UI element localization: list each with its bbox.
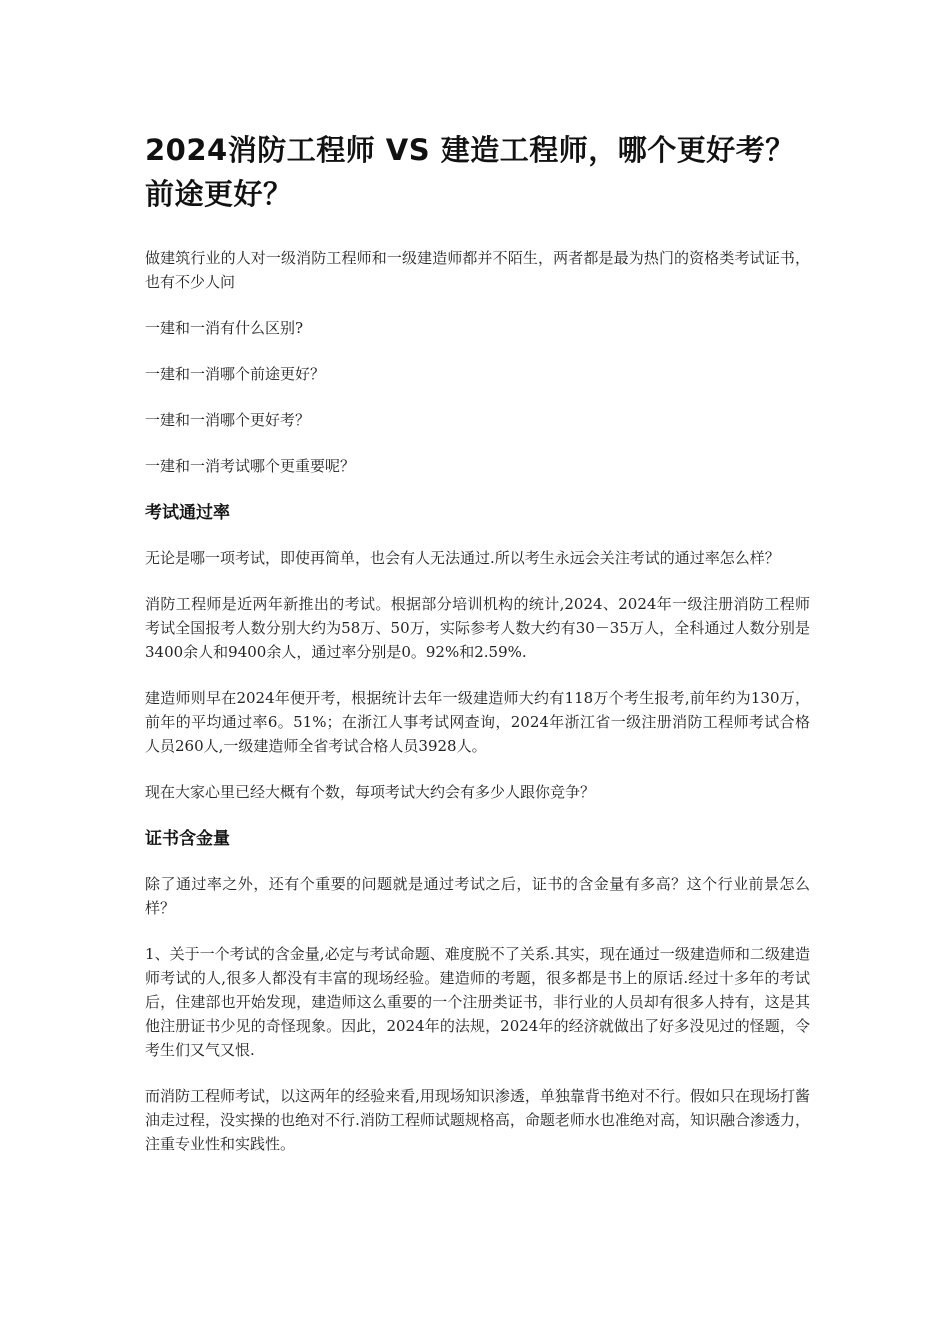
question-item: 一建和一消有什么区别? xyxy=(145,319,304,337)
pass-rate-paragraph: 现在大家心里已经大概有个数，每项考试大约会有多少人跟你竞争？ xyxy=(145,783,596,801)
certificate-value-paragraph: 而消防工程师考试，以这两年的经验来看,用现场知识渗透，单独靠背书绝对不行。假如只在现场打酱油走过程，没实操的也绝对不行.消防工程师试题规格高，命题老师水也准绝对高，知识融合渗透力，注重专业性和实践性。 xyxy=(145,1087,810,1153)
document-title: 2024消防工程师 VS 建造工程师，哪个更好考？前途更好？ xyxy=(145,133,795,211)
question-item: 一建和一消哪个前途更好？ xyxy=(145,365,326,383)
question-item: 一建和一消考试哪个更重要呢？ xyxy=(145,457,356,475)
pass-rate-paragraph: 建造师则早在2024年便开考，根据统计去年一级建造师大约有118万个考生报考,前年约为130万，前年的平均通过率6。51%；在浙江人事考试网查询，2024年浙江省一级注册消防工程师考试合格人员260人,一级建造师全省考试合格人员3928人。 xyxy=(145,689,810,755)
document-page xyxy=(145,128,810,1178)
section-heading-certificate-value: 证书含金量 xyxy=(145,829,230,849)
certificate-value-paragraph: 1、关于一个考试的含金量,必定与考试命题、难度脱不了关系.其实，现在通过一级建造师和二级建造师考试的人,很多人都没有丰富的现场经验。建造师的考题，很多都是书上的原话.经过十多年的考试后，住建部也开始发现，建造师这么重要的一个注册类证书，非行业的人员却有很多人持有，这是其他注册证书少见的奇怪现象。因此，2024年的法规，2024年的经济就做出了好多没见过的怪题，令考生们又气又恨. xyxy=(145,945,810,1059)
pass-rate-paragraph: 无论是哪一项考试，即使再简单，也会有人无法通过.所以考生永远会关注考试的通过率怎么样？ xyxy=(145,549,780,567)
section-heading-pass-rate: 考试通过率 xyxy=(145,503,230,523)
question-item: 一建和一消哪个更好考？ xyxy=(145,411,311,429)
certificate-value-paragraph: 除了通过率之外，还有个重要的问题就是通过考试之后，证书的含金量有多高？这个行业前景怎么样？ xyxy=(145,875,810,917)
intro-paragraph: 做建筑行业的人对一级消防工程师和一级建造师都并不陌生，两者都是最为热门的资格类考试证书，也有不少人问 xyxy=(145,249,810,291)
pass-rate-paragraph: 消防工程师是近两年新推出的考试。根据部分培训机构的统计,2024、2024年一级注册消防工程师考试全国报考人数分别大约为58万、50万，实际参考人数大约有30－35万人，全科通过人数分别是3400余人和9400余人，通过率分别是0。92%和2.59%. xyxy=(145,595,810,661)
